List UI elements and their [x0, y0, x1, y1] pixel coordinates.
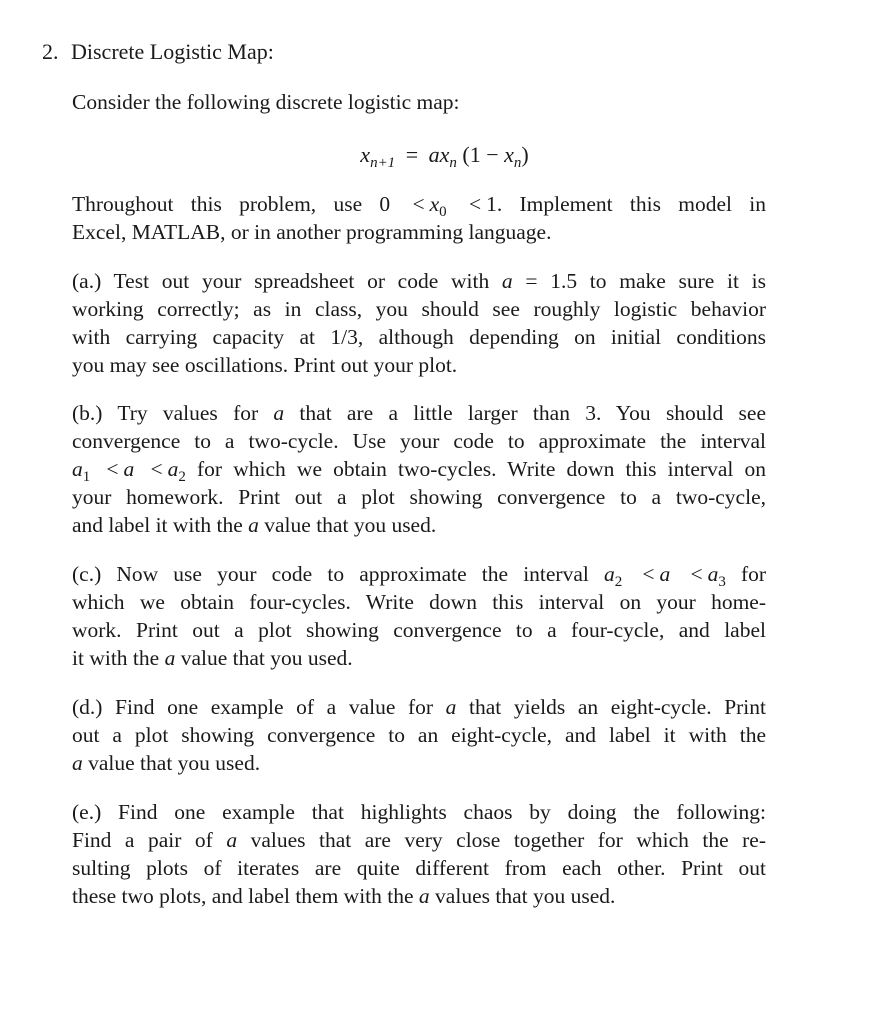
- intro-paragraph: [72, 88, 766, 116]
- part-e-line-3: sulting plots of iterates are quite different from each other. Print out: [72, 856, 766, 880]
- throughout-paragraph: [72, 190, 766, 246]
- throughout-line-2: Excel, MATLAB, or in another programming language.: [72, 220, 552, 244]
- part-c-lt2: <: [690, 562, 703, 586]
- part-b-a1: a: [72, 457, 83, 481]
- part-b-line-5: [72, 511, 766, 539]
- part-b-a: a: [123, 457, 135, 481]
- part-c-a3: a: [707, 562, 719, 586]
- part-b-line5-pre: and label it with the: [72, 513, 243, 537]
- eq-lhs-var: x: [360, 142, 371, 167]
- part-b-lt2: <: [150, 457, 163, 481]
- part-c-lt1: <: [642, 562, 655, 586]
- eq-rhs-x-sub-text: n: [449, 155, 457, 171]
- part-b-a1-sub: 1: [82, 469, 91, 485]
- part-c-line-3: work. Print out a plot showing convergence to a four-cycle, and label: [72, 618, 766, 642]
- part-a-var: a: [501, 269, 513, 293]
- part-d-line-2: out a plot showing convergence to an eight-cycle, and label it with the: [72, 723, 766, 747]
- part-e-line2-var: a: [226, 828, 238, 852]
- part-d-line1-post: that yields an eight-cycle. Print: [469, 695, 767, 719]
- part-c-a: a: [659, 562, 671, 586]
- part-d-line1-pre: (d.) Find one example of a value for: [72, 695, 434, 719]
- part-c-line4-pre: it with the: [72, 646, 160, 670]
- eq-rhs-x-sub: [449, 155, 457, 171]
- eq-lhs-sub: [370, 155, 395, 171]
- part-c-a2: a: [604, 562, 615, 586]
- part-b-line3-post: for which we obtain two-cycles. Write down this interval on: [197, 457, 767, 481]
- part-b-paragraph: [72, 399, 766, 539]
- problem-heading: [42, 38, 274, 66]
- part-b-line-2: convergence to a two-cycle. Use your code to approximate the interval: [72, 429, 766, 453]
- part-a-line-3: with carrying capacity at 1/3, although depending on initial conditions: [72, 325, 766, 349]
- part-b-lt1: <: [106, 457, 119, 481]
- eq-paren-open: (1 −: [462, 142, 499, 167]
- throughout-lt2: <: [468, 192, 482, 216]
- part-b-line5-var: a: [248, 513, 259, 537]
- part-e-line2-pre: Find a pair of: [72, 828, 213, 852]
- eq-paren-close: ): [521, 142, 529, 167]
- problem-title: Discrete Logistic Map:: [71, 39, 274, 64]
- part-d-line-3: [72, 749, 766, 777]
- part-c-a2-sub: 2: [614, 574, 623, 590]
- part-a-line1-post: = 1.5 to make sure it is: [525, 269, 767, 293]
- throughout-x0: x: [429, 192, 440, 216]
- throughout-line-1: [72, 190, 766, 218]
- part-a-line-1: [72, 267, 766, 295]
- part-b-line5-post: value that you used.: [264, 513, 437, 537]
- part-b-line1-post: that are a little larger than 3. You should see: [299, 401, 766, 425]
- part-d-line1-var: a: [445, 695, 457, 719]
- logistic-map-equation: [0, 140, 889, 170]
- part-a-line-2: working correctly; as in class, you should see roughly logistic behavior: [72, 297, 766, 321]
- part-b-a2-sub: 2: [178, 469, 186, 485]
- part-b-line-3: [72, 455, 766, 483]
- part-b-line-1: [72, 399, 766, 427]
- part-c-line1-pre: (c.) Now use your code to approximate the interval: [72, 562, 589, 586]
- part-e-line-1: (e.) Find one example that highlights chaos by doing the following:: [72, 800, 766, 824]
- part-c-line-4: [72, 644, 766, 672]
- part-b-a2: a: [167, 457, 179, 481]
- part-d-paragraph: [72, 693, 766, 777]
- part-e-line-2: [72, 826, 766, 854]
- part-a-line1-pre: (a.) Test out your spreadsheet or code with: [72, 269, 490, 293]
- part-c-line4-var: a: [164, 646, 176, 670]
- part-d-line3-var: a: [72, 751, 83, 775]
- part-c-line-1: [72, 560, 766, 588]
- eq-rhs-x2: x: [504, 142, 514, 167]
- part-c-line1-post: for: [740, 562, 767, 586]
- part-b-line1-var: a: [273, 401, 285, 425]
- eq-lhs-sub-text: n+1: [370, 155, 396, 171]
- part-e-line-4: [72, 882, 766, 910]
- part-e-line2-post: values that are very close together for which the re-: [250, 828, 767, 852]
- part-c-line4-post: value that you used.: [180, 646, 353, 670]
- part-d-line-1: [72, 693, 766, 721]
- throughout-line1-pre: Throughout this problem, use 0: [72, 192, 391, 216]
- part-e-line4-post: values that you used.: [435, 884, 616, 908]
- intro-text: Consider the following discrete logistic map:: [72, 90, 460, 114]
- eq-rhs-a: a: [428, 142, 440, 167]
- part-c-a3-sub: 3: [718, 574, 726, 590]
- part-a-line-4: you may see oscillations. Print out your plot.: [72, 353, 458, 377]
- throughout-line1-post: 1. Implement this model in: [486, 192, 767, 216]
- eq-rhs-x2-sub-text: n: [513, 155, 522, 171]
- part-c-line-2: which we obtain four-cycles. Write down this interval on your home-: [72, 590, 766, 614]
- part-a-paragraph: [72, 267, 766, 379]
- part-e-paragraph: [72, 798, 766, 910]
- throughout-x0-sub: 0: [439, 204, 447, 220]
- part-b-line-4: your homework. Print out a plot showing convergence to a two-cycle,: [72, 485, 766, 509]
- part-e-line4-var: a: [418, 884, 430, 908]
- eq-equals: =: [405, 142, 419, 167]
- part-b-line1-pre: (b.) Try values for: [72, 401, 259, 425]
- part-e-line4-pre: these two plots, and label them with the: [72, 884, 414, 908]
- throughout-lt1: <: [412, 192, 425, 216]
- eq-rhs-x: x: [439, 142, 450, 167]
- part-c-paragraph: [72, 560, 766, 672]
- problem-number: 2.: [42, 39, 59, 64]
- part-d-line3-post: value that you used.: [88, 751, 261, 775]
